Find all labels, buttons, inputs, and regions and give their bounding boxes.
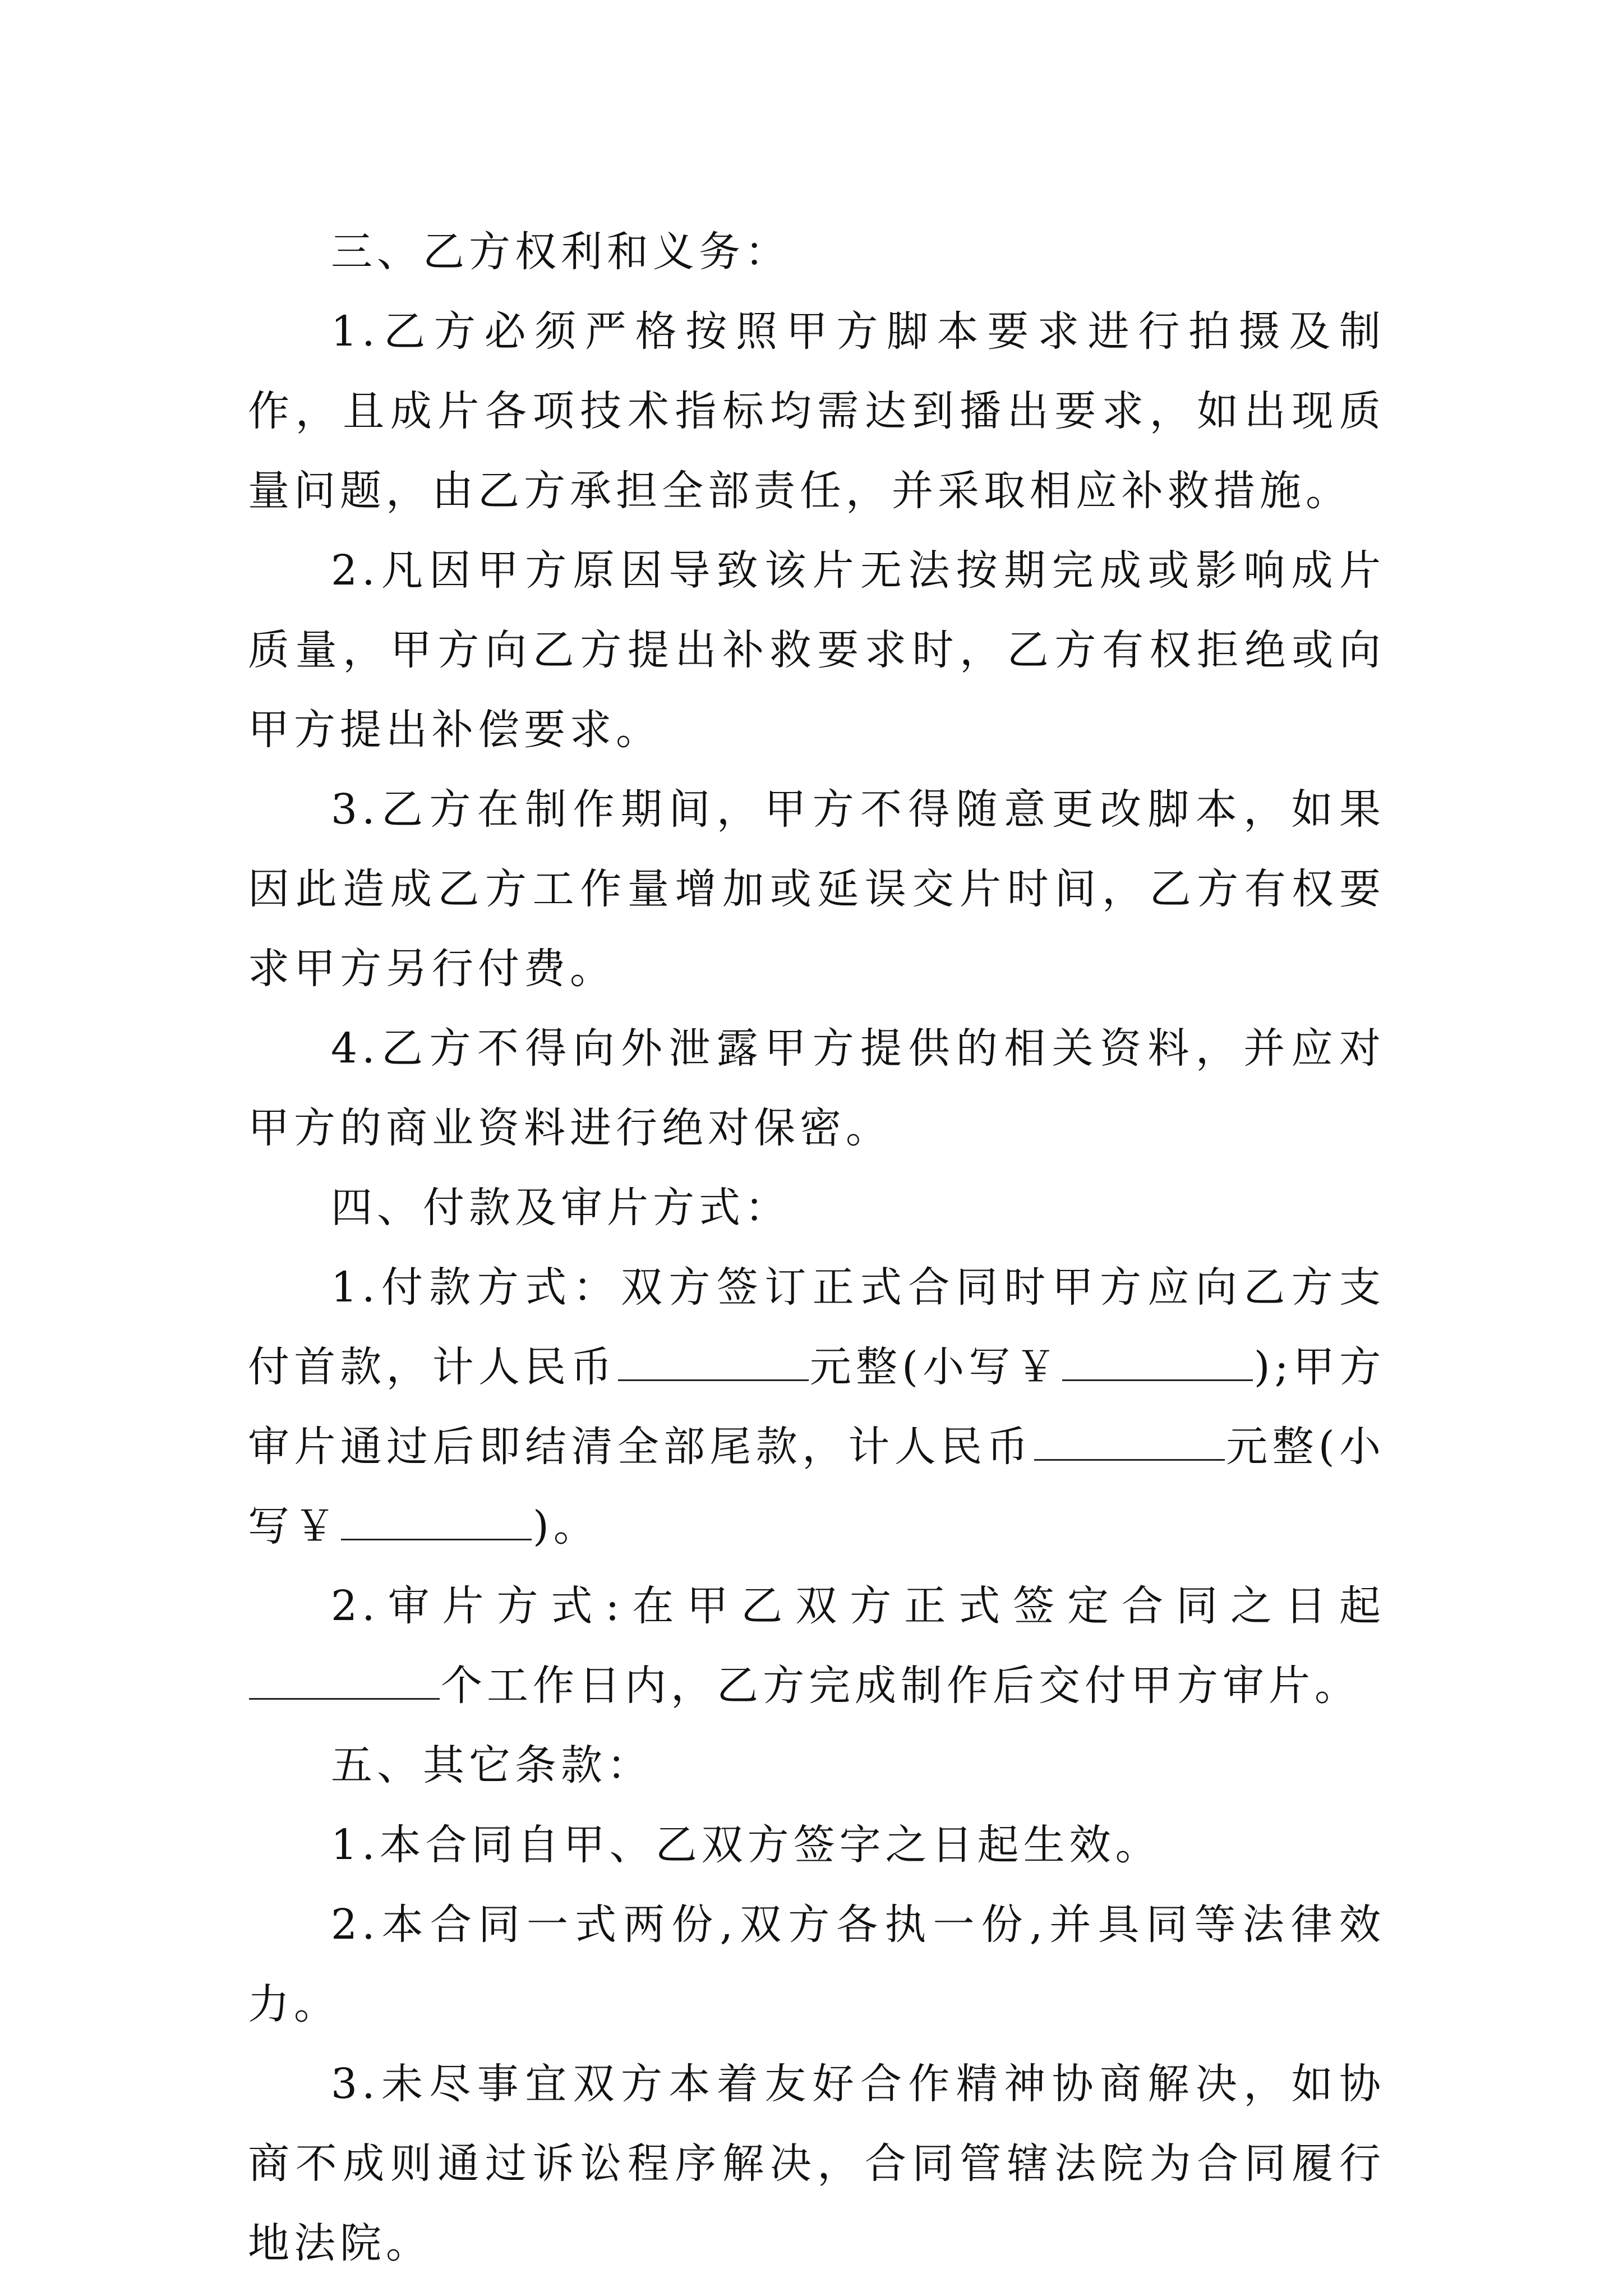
clause-paragraph (248, 770, 1385, 1009)
paragraph-text: );甲方审片通过后即结清全部尾款，计人民币 (248, 1343, 1385, 1471)
clause-paragraph (248, 292, 1385, 531)
clause-paragraph (248, 1566, 1385, 1726)
paragraph-text: 3.乙方在制作期间，甲方不得随意更改脚本，如果因此造成乙方工作量增加或延误交片时间，乙方有权要求甲方另行付费。 (248, 785, 1385, 993)
fill-in-blank-line (341, 1503, 532, 1540)
paragraph-text: 五、其它条款： (331, 1741, 653, 1789)
section-heading (248, 1168, 1385, 1248)
clause-paragraph (248, 2044, 1385, 2283)
fill-in-blank-line (249, 1663, 440, 1700)
document-body (248, 212, 1385, 2283)
fill-in-blank-line (618, 1344, 809, 1381)
paragraph-text: 个工作日内，乙方完成制作后交付甲方审片。 (441, 1662, 1361, 1710)
paragraph-text: 2.本合同一式两份,双方各执一份,并具同等法律效力。 (248, 1901, 1385, 2028)
clause-paragraph (248, 1805, 1385, 1885)
clause-paragraph (248, 1248, 1385, 1566)
fill-in-blank-line (1034, 1424, 1225, 1461)
paragraph-text: 元整(小写￥ (248, 1423, 1385, 1550)
paragraph-text: 1.付款方式：双方签订正式合同时甲方应向乙方支付首款，计人民币 (248, 1263, 1385, 1391)
section-heading (248, 212, 1385, 292)
paragraph-text: 2.凡因甲方原因导致该片无法按期完成或影响成片质量，甲方向乙方提出补救要求时，乙方有权拒绝或向甲方提出补偿要求。 (248, 546, 1385, 754)
paragraph-text: 1.乙方必须严格按照甲方脚本要求进行拍摄及制作，且成片各项技术指标均需达到播出要求，如出现质量问题，由乙方承担全部责任，并采取相应补救措施。 (248, 307, 1385, 515)
clause-paragraph (248, 1885, 1385, 2044)
paragraph-text: 元整(小写￥ (809, 1343, 1061, 1391)
section-heading (248, 1726, 1385, 1805)
paragraph-text: 3.未尽事宜双方本着友好合作精神协商解决，如协商不成则通过诉讼程序解决，合同管辖法院为合同履行地法院。 (248, 2060, 1385, 2267)
clause-paragraph (248, 1009, 1385, 1168)
paragraph-text: 4.乙方不得向外泄露甲方提供的相关资料，并应对甲方的商业资料进行绝对保密。 (248, 1024, 1385, 1152)
clause-paragraph (248, 531, 1385, 770)
paragraph-text: 三、乙方权利和义务： (331, 228, 791, 276)
paragraph-text: )。 (533, 1502, 600, 1550)
fill-in-blank-line (1062, 1344, 1253, 1381)
paragraph-text: 2.审片方式:在甲乙双方正式签定合同之日起 (331, 1582, 1385, 1630)
paragraph-text: 四、付款及审片方式： (331, 1184, 791, 1232)
paragraph-text: 1.本合同自甲、乙双方签字之日起生效。 (331, 1821, 1161, 1869)
